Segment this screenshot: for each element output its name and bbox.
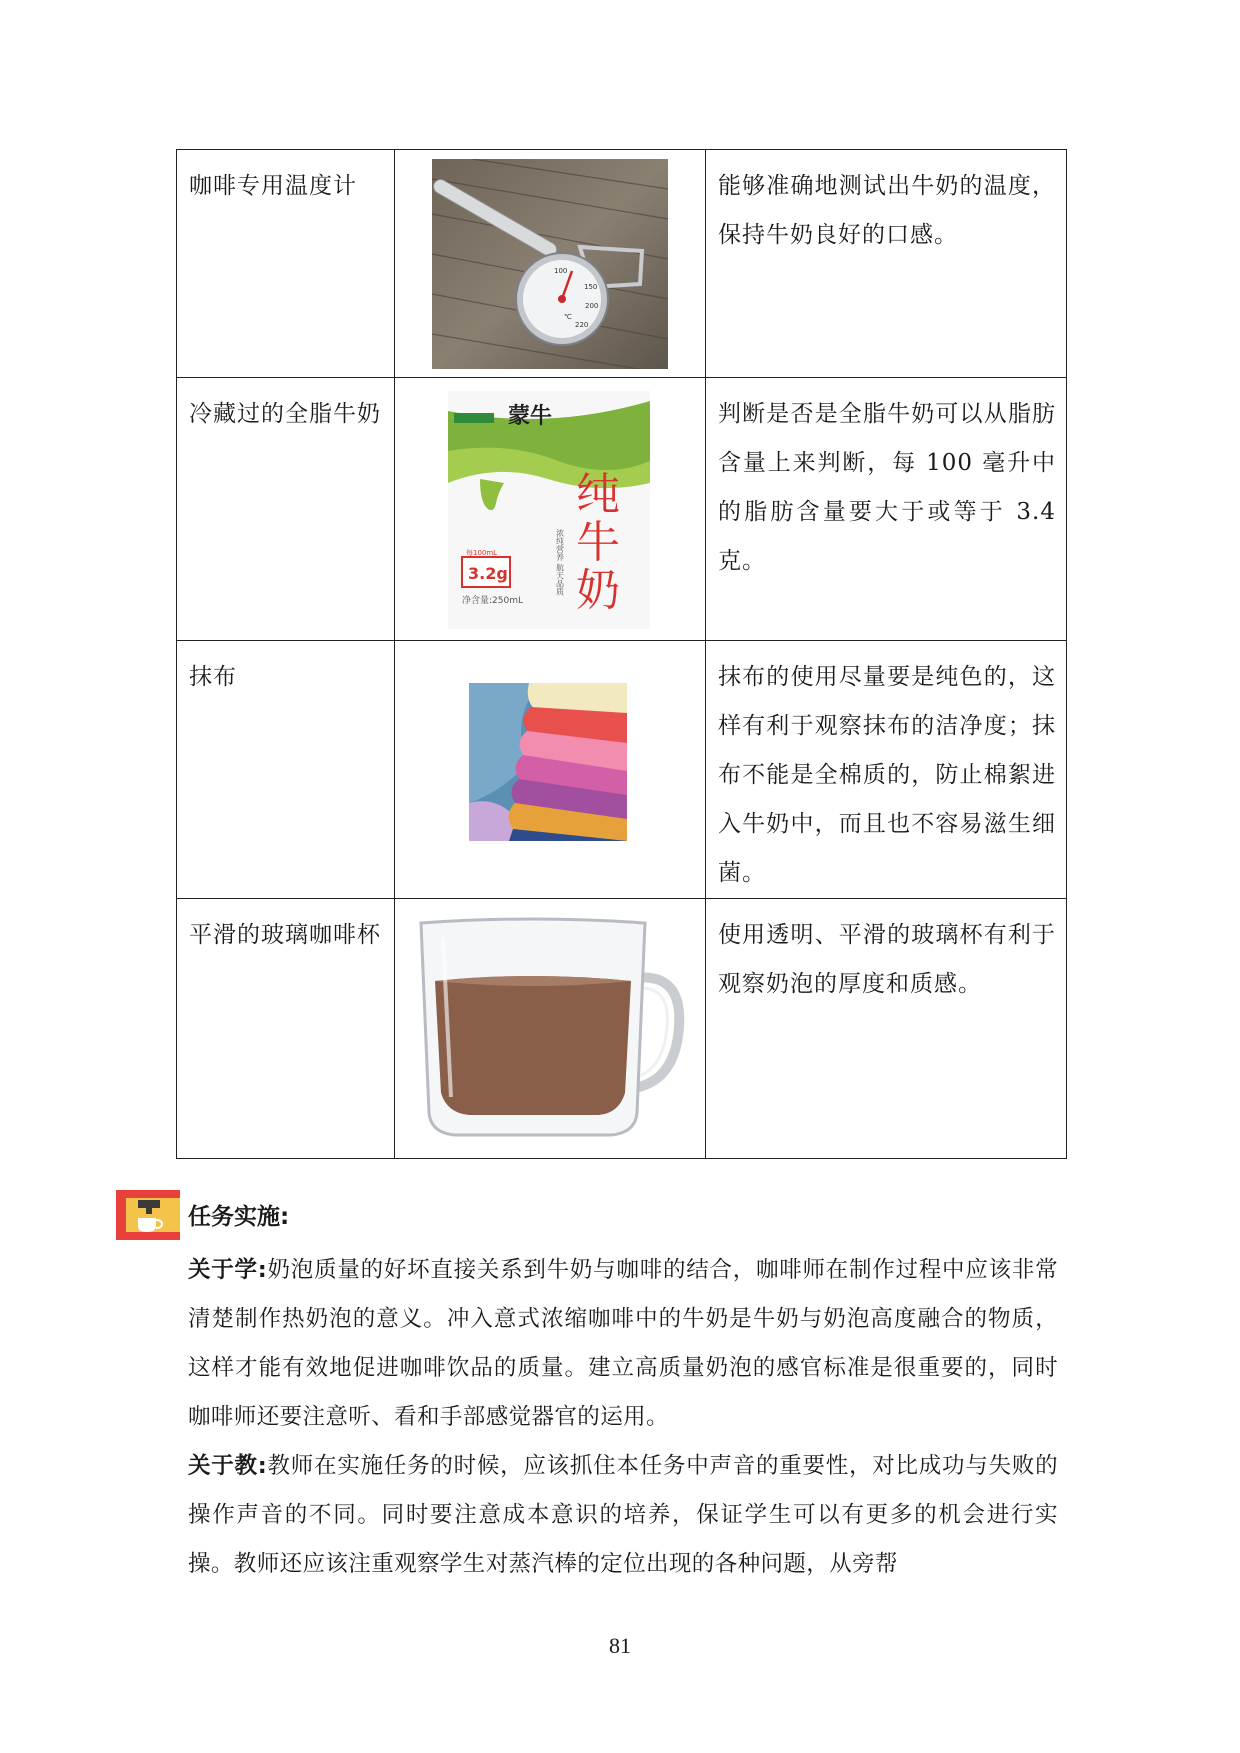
item-description: 能够准确地测试出牛奶的温度，保持牛奶良好的口感。: [718, 173, 1056, 248]
svg-text:每100mL: 每100mL: [466, 549, 498, 557]
item-description: 使用透明、平滑的玻璃杯有利于观察奶泡的厚度和质感。: [718, 922, 1056, 997]
table-row: [177, 899, 1067, 1159]
section-title: 任务实施:: [188, 1204, 290, 1230]
svg-text:100: 100: [554, 267, 568, 275]
svg-text:净含量:250mL: 净含量:250mL: [462, 596, 523, 606]
svg-text:纯: 纯: [576, 469, 620, 520]
item-name: 冷藏过的全脂牛奶: [189, 401, 381, 427]
item-description: 抹布的使用尽量要是纯色的，这样有利于观察抹布的洁净度；抹布不能是全棉质的，防止棉絮进入牛奶中，而且也不容易滋生细菌。: [718, 664, 1056, 886]
svg-text:℃: ℃: [564, 313, 572, 321]
paragraph-text: 教师在实施任务的时候，应该抓住本任务中声音的重要性，对比成功与失败的操作声音的不同。同时要注意成本意识的培养，保证学生可以有更多的机会进行实操。教师还应该注重观察学生对蒸汽棒的定位出现的各种问题，从旁帮: [188, 1453, 1058, 1577]
table-row: [177, 150, 1067, 378]
paragraph-lead: 关于学:: [188, 1257, 268, 1283]
paragraph-lead: 关于教:: [188, 1453, 268, 1479]
svg-text:3.2g: 3.2g: [468, 564, 508, 583]
svg-text:150: 150: [584, 283, 598, 291]
paragraph-learning: [188, 1246, 1058, 1442]
coffee-machine-icon: [116, 1190, 180, 1240]
paragraph-text: 奶泡质量的好坏直接关系到牛奶与咖啡的结合，咖啡师在制作过程中应该非常清楚制作热奶泡的意义。冲入意式浓缩咖啡中的牛奶是牛奶与奶泡高度融合的物质，这样才能有效地促进咖啡饮品的质量。建立高质量奶泡的感官标准是很重要的，同时咖啡师还要注意听、看和手部感觉器官的运用。: [188, 1257, 1058, 1430]
item-name: 咖啡专用温度计: [189, 173, 357, 199]
task-implementation-section: [116, 1190, 1076, 1589]
cloths-image: [469, 683, 627, 841]
svg-text:牛: 牛: [576, 517, 620, 568]
paragraph-teaching: [188, 1442, 1058, 1589]
table-row: [177, 641, 1067, 899]
item-name: 平滑的玻璃咖啡杯: [189, 922, 381, 948]
svg-text:蒙牛: 蒙牛: [508, 404, 553, 429]
item-name: 抹布: [189, 664, 237, 690]
equipment-table: [176, 149, 1067, 1159]
svg-text:220: 220: [575, 321, 589, 329]
svg-text:奶: 奶: [576, 565, 620, 616]
milk-carton-image: [448, 391, 650, 629]
svg-text:200: 200: [585, 302, 599, 310]
glass-cup-image: [413, 917, 685, 1139]
thermometer-image: [432, 159, 668, 369]
table-row: [177, 378, 1067, 641]
svg-text:浓纯营养 航天品质: 浓纯营养 航天品质: [555, 529, 565, 596]
item-description: 判断是否是全脂牛奶可以从脂肪含量上来判断，每 100 毫升中的脂肪含量要大于或等于 3.4 克。: [718, 401, 1056, 574]
page-number: 81: [609, 1633, 631, 1658]
